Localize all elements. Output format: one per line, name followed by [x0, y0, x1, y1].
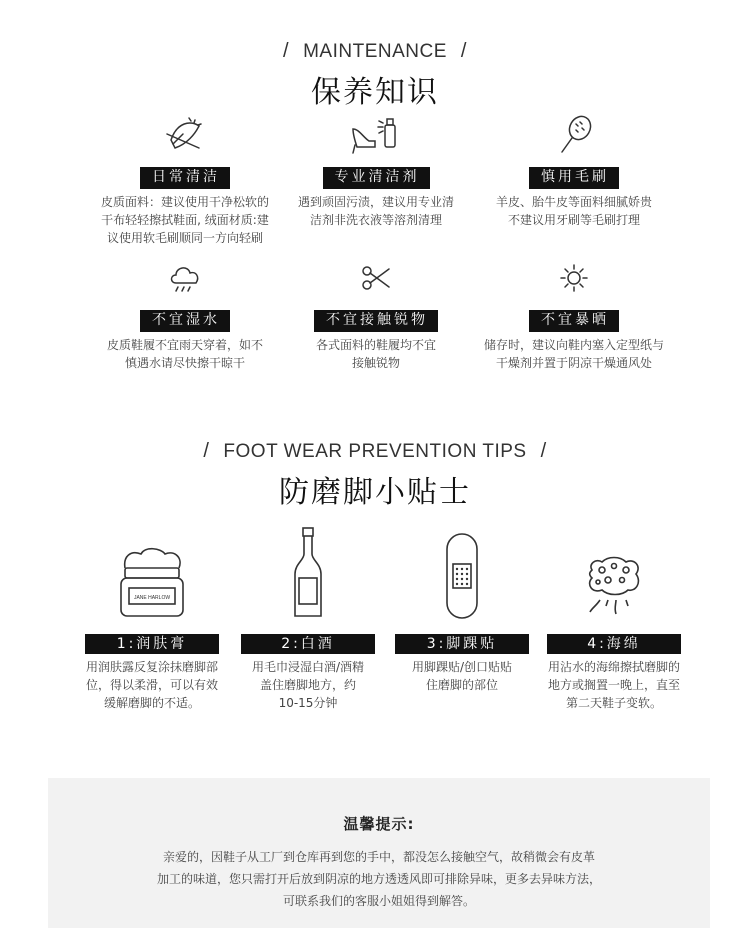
notice-box — [48, 778, 710, 928]
jar-label: JANE HARLOW — [133, 595, 171, 601]
maintenance-header — [0, 40, 750, 111]
notice-title: 温馨提示: — [343, 815, 415, 833]
label-badge: 不宜暴晒 — [529, 310, 619, 332]
maintenance-item: 不宜湿水 皮质鞋履不宜雨天穿着，如不 慎遇水请尽快擦干晾干 — [85, 256, 285, 372]
label-badge: 慎用毛刷 — [529, 167, 619, 189]
notice-text: 亲爱的，因鞋子从工厂到仓库再到您的手中，都没怎么接触空气，故稍微会有皮革 加工的味道，您只需打开后放到阴凉的地方透透风即可排除异味，更多去异味方法， 可联系我们的客服小姐姐得到解答。 — [156, 850, 601, 908]
slash-left: / — [283, 40, 290, 62]
maintenance-cn-title: 保养知识 — [311, 75, 439, 110]
wine-bottle-icon — [233, 520, 383, 620]
tips-header — [0, 440, 750, 511]
rain-cloud-icon — [85, 256, 285, 300]
brush-icon — [474, 113, 674, 157]
tip-badge: 1:润肤膏 — [85, 634, 219, 654]
maintenance-item: 日常清洁 皮质面料：建议使用干净松软的 干布轻轻擦拭鞋面, 绒面材质:建 议使用软毛刷顺同一方向轻刷 — [85, 113, 285, 247]
tip-badge: 2:白酒 — [241, 634, 375, 654]
slash-left: / — [203, 440, 210, 462]
tip-item: 4:海绵 用沾水的海绵擦拭磨脚的 地方或搁置一晚上，直至 第二天鞋子变软。 — [539, 520, 689, 712]
maintenance-en-title: MAINTENANCE — [303, 40, 447, 62]
sun-icon — [474, 256, 674, 300]
label-badge: 专业清洁剂 — [323, 167, 430, 189]
label-badge: 不宜湿水 — [140, 310, 230, 332]
shoe-cleaning-icon — [85, 113, 285, 157]
maintenance-item: 专业清洁剂 遇到顽固污渍，建议用专业清 洁剂非洗衣液等溶剂清理 — [276, 113, 476, 229]
spray-shoe-icon — [276, 113, 476, 157]
tip-badge: 4:海绵 — [547, 634, 681, 654]
tip-item: JANE HARLOW 1:润肤膏 用润肤露反复涂抹磨脚部 位，得以柔滑，可以有效 缓解磨脚的不适。 — [77, 520, 227, 712]
scissors-icon — [276, 256, 476, 300]
label-badge: 日常清洁 — [140, 167, 230, 189]
tip-item: 3:脚踝贴 用脚踝贴/创口贴贴 住磨脚的部位 — [387, 520, 537, 694]
label-badge: 不宜接触锐物 — [314, 310, 438, 332]
cream-jar-icon — [77, 520, 227, 620]
bandage-icon — [387, 520, 537, 620]
slash-right: / — [460, 40, 467, 62]
sponge-icon — [539, 520, 689, 620]
tips-en-title: FOOT WEAR PREVENTION TIPS — [223, 440, 527, 462]
maintenance-item: 不宜接触锐物 各式面料的鞋履均不宜 接触锐物 — [276, 256, 476, 372]
maintenance-item: 慎用毛刷 羊皮、胎牛皮等面料细腻娇贵 不建议用牙刷等毛刷打理 — [474, 113, 674, 229]
slash-right: / — [540, 440, 547, 462]
tips-cn-title: 防磨脚小贴士 — [279, 475, 471, 510]
tip-item: 2:白酒 用毛巾浸湿白酒/酒精 盖住磨脚地方，约 10-15分钟 — [233, 520, 383, 712]
maintenance-item: 不宜暴晒 储存时，建议向鞋内塞入定型纸与 干燥剂并置于阴凉干燥通风处 — [474, 256, 674, 372]
tip-badge: 3:脚踝贴 — [395, 634, 529, 654]
